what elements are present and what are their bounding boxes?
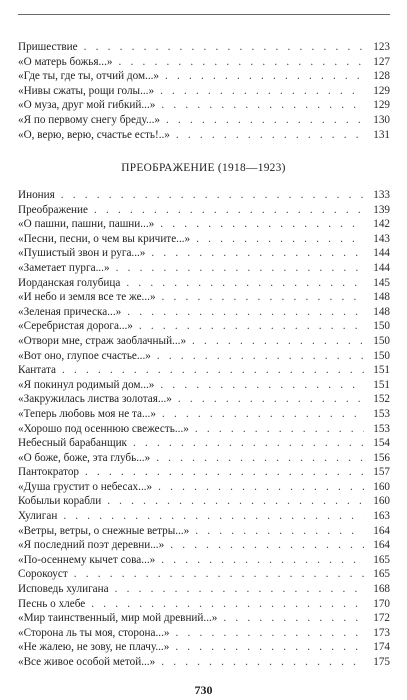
toc-list-top <box>18 40 390 142</box>
top-rule <box>18 14 390 15</box>
toc-entry-page: 148 <box>373 305 390 318</box>
toc-entry <box>18 640 390 655</box>
toc-entry-title: «Теперь любовь моя не та...» <box>18 407 156 420</box>
toc-entry <box>18 319 390 334</box>
toc-entry-title: «Песни, песни, о чем вы кричите...» <box>18 232 191 245</box>
toc-entry-page: 160 <box>373 480 390 493</box>
toc-entry-title: Небесный барабанщик <box>18 437 127 450</box>
dot-leader <box>160 217 364 232</box>
toc-entry-title: «Хорошо под осеннюю свежесть...» <box>18 422 189 435</box>
toc-entry <box>18 582 390 597</box>
toc-entry <box>18 597 390 612</box>
toc-entry-page: 168 <box>373 583 390 596</box>
toc-entry <box>18 246 390 261</box>
toc-entry-title: «Закружилась листва золотая...» <box>18 393 172 406</box>
toc-entry <box>18 626 390 641</box>
toc-entry <box>18 276 390 291</box>
toc-entry-page: 145 <box>373 276 390 289</box>
toc-entry-title: «Душа грустит о небесах...» <box>18 480 153 493</box>
toc-entry <box>18 55 390 70</box>
dot-leader <box>139 319 364 334</box>
toc-entry-page: 163 <box>373 510 390 523</box>
toc-entry-title: Хулиган <box>18 510 58 523</box>
toc-entry-title: «О, верю, верю, счастье есть!..» <box>18 128 170 141</box>
toc-entry-title: «Все живое особой метой...» <box>18 656 156 668</box>
toc-entry <box>18 217 390 232</box>
toc-entry-title: «Нивы сжаты, рощи голы...» <box>18 84 155 97</box>
toc-entry <box>18 84 390 99</box>
dot-leader <box>162 290 364 305</box>
toc-entry <box>18 349 390 364</box>
toc-entry <box>18 567 390 582</box>
dot-leader <box>94 203 364 218</box>
dot-leader <box>161 553 364 568</box>
toc-entry-page: 150 <box>373 349 390 362</box>
dot-leader <box>196 232 364 247</box>
toc-entry-title: «Сторона ль ты моя, сторона...» <box>18 626 170 639</box>
page-number: 730 <box>194 683 213 697</box>
dot-leader <box>157 349 364 364</box>
toc-entry <box>18 422 390 437</box>
toc-entry-page: 164 <box>373 539 390 552</box>
toc-entry-title: «О боже, боже, эта глубь...» <box>18 451 151 464</box>
toc-entry <box>18 611 390 626</box>
toc-entry-page: 165 <box>373 553 390 566</box>
dot-leader <box>156 451 364 466</box>
toc-entry <box>18 232 390 247</box>
toc-entry <box>18 451 390 466</box>
toc-entry-page: 142 <box>373 218 390 231</box>
dot-leader <box>160 84 364 99</box>
toc-entry-page: 157 <box>373 466 390 479</box>
toc-entry <box>18 480 390 495</box>
toc-entry-title: Кобыльи корабли <box>18 495 102 508</box>
dot-leader <box>223 611 364 626</box>
dot-leader <box>107 494 364 509</box>
toc-entry <box>18 436 390 451</box>
toc-entry-title: «О пашни, пашни, пашни...» <box>18 218 155 231</box>
toc-entry-title: Пришествие <box>18 41 78 53</box>
dot-leader <box>195 524 364 539</box>
toc-entry <box>18 553 390 568</box>
toc-entry-page: 144 <box>373 247 390 260</box>
dot-leader <box>127 305 364 320</box>
toc-entry-title: «Где ты, где ты, отчий дом...» <box>18 70 160 83</box>
toc-entry-page: 170 <box>373 597 390 610</box>
dot-leader <box>62 363 364 378</box>
toc-entry <box>18 378 390 393</box>
toc-entry-title: «Не жалею, не зову, не плачу...» <box>18 641 170 654</box>
toc-entry-page: 127 <box>373 55 390 68</box>
toc-entry <box>18 538 390 553</box>
toc-entry-page: 164 <box>373 524 390 537</box>
dot-leader <box>63 509 364 524</box>
toc-entry-title: Преображение <box>18 203 88 216</box>
toc-entry-page: 130 <box>373 113 390 126</box>
dot-leader <box>195 422 364 437</box>
toc-entry-title: «Пушистый звон и руга...» <box>18 247 146 260</box>
toc-entry-page: 173 <box>373 626 390 639</box>
toc-entry <box>18 524 390 539</box>
toc-entry-title: Исповедь хулигана <box>18 583 109 596</box>
toc-entry <box>18 655 390 670</box>
dot-leader <box>165 69 364 84</box>
dot-leader <box>170 538 364 553</box>
toc-entry-title: Кантата <box>18 364 56 377</box>
toc-entry-page: 151 <box>373 364 390 377</box>
dot-leader <box>176 626 365 641</box>
toc-entry-title: «По-осеннему кычет сова...» <box>18 553 156 566</box>
toc-entry-page: 148 <box>373 291 390 304</box>
toc-entry-title: «Мир таинственный, мир мой древний...» <box>18 612 218 625</box>
dot-leader <box>166 113 364 128</box>
dot-leader <box>133 436 364 451</box>
toc-entry-page: 151 <box>373 378 390 391</box>
dot-leader <box>126 276 364 291</box>
toc-entry-title: «И небо и земля все те же...» <box>18 291 156 304</box>
toc-entry <box>18 363 390 378</box>
toc-entry-page: 154 <box>373 437 390 450</box>
dot-leader <box>118 55 364 70</box>
dot-leader <box>192 334 364 349</box>
toc-entry-title: «Серебристая дорога...» <box>18 320 133 333</box>
dot-leader <box>160 378 364 393</box>
dot-leader <box>175 640 364 655</box>
toc-entry-page: 129 <box>373 84 390 97</box>
toc-entry-page: 128 <box>373 70 390 83</box>
toc-entry <box>18 69 390 84</box>
toc-entry-page: 152 <box>373 393 390 406</box>
toc-entry <box>18 40 390 55</box>
toc-entry-title: «Я по первому снегу бреду...» <box>18 113 160 126</box>
toc-entry <box>18 392 390 407</box>
toc-entry <box>18 113 390 128</box>
toc-entry-title: «Вот оно, глупое счастье...» <box>18 349 151 362</box>
toc-entry <box>18 98 390 113</box>
toc-entry-title: «Зеленая прическа...» <box>18 305 122 318</box>
toc-entry <box>18 494 390 509</box>
dot-leader <box>176 128 364 143</box>
toc-entry <box>18 128 390 143</box>
dot-leader <box>115 582 364 597</box>
dot-leader <box>85 465 364 480</box>
toc-entry-page: 153 <box>373 407 390 420</box>
toc-entry-page: 133 <box>373 189 390 201</box>
toc-entry <box>18 188 390 203</box>
toc-entry-page: 174 <box>373 641 390 654</box>
toc-entry-page: 129 <box>373 99 390 112</box>
toc-entry <box>18 203 390 218</box>
toc-entry <box>18 290 390 305</box>
dot-leader <box>116 261 364 276</box>
toc-entry-page: 175 <box>373 656 390 668</box>
toc-entry-title: «О матерь божья...» <box>18 55 113 68</box>
dot-leader <box>151 246 364 261</box>
toc-entry-title: «О муза, друг мой гибкий...» <box>18 99 156 112</box>
dot-leader <box>162 407 364 422</box>
toc-entry-page: 165 <box>373 568 390 581</box>
toc-entry-title: «Я покинул родимый дом...» <box>18 378 155 391</box>
toc-entry-page: 153 <box>373 422 390 435</box>
dot-leader <box>61 188 364 203</box>
toc-entry-page: 150 <box>373 334 390 347</box>
toc-entry-title: Иорданская голубица <box>18 276 121 289</box>
toc-list-section <box>18 188 390 670</box>
toc-entry-title: «Заметает пурга...» <box>18 261 110 274</box>
toc-entry <box>18 407 390 422</box>
dot-leader <box>178 392 364 407</box>
toc-entry-title: «Ветры, ветры, о снежные ветры...» <box>18 524 190 537</box>
dot-leader <box>161 655 364 670</box>
toc-entry-title: Сорокоуст <box>18 568 68 581</box>
toc-entry-title: «Отвори мне, страж заоблачный...» <box>18 334 187 347</box>
toc-entry-title: Пантократор <box>18 466 80 479</box>
toc-entry <box>18 509 390 524</box>
toc-entry-page: 139 <box>373 203 390 216</box>
toc-entry-page: 150 <box>373 320 390 333</box>
dot-leader <box>74 567 364 582</box>
toc-entry <box>18 465 390 480</box>
toc-entry-page: 144 <box>373 261 390 274</box>
toc-entry-page: 156 <box>373 451 390 464</box>
toc-entry-page: 160 <box>373 495 390 508</box>
toc-entry-title: «Я последний поэт деревни...» <box>18 539 165 552</box>
toc-entry-page: 143 <box>373 232 390 245</box>
section-heading: ПРЕОБРАЖЕНИЕ (1918—1923) <box>121 162 286 174</box>
toc-entry-page: 172 <box>373 612 390 625</box>
toc-entry-page: 131 <box>373 128 390 141</box>
dot-leader <box>158 480 364 495</box>
dot-leader <box>91 597 364 612</box>
toc-entry-title: Песнь о хлебе <box>18 597 86 610</box>
toc-entry <box>18 261 390 276</box>
toc-entry-page: 123 <box>373 41 390 53</box>
toc-entry <box>18 334 390 349</box>
dot-leader <box>161 98 364 113</box>
toc-entry-title: Инония <box>18 189 55 201</box>
toc-entry <box>18 305 390 320</box>
dot-leader <box>84 40 364 55</box>
